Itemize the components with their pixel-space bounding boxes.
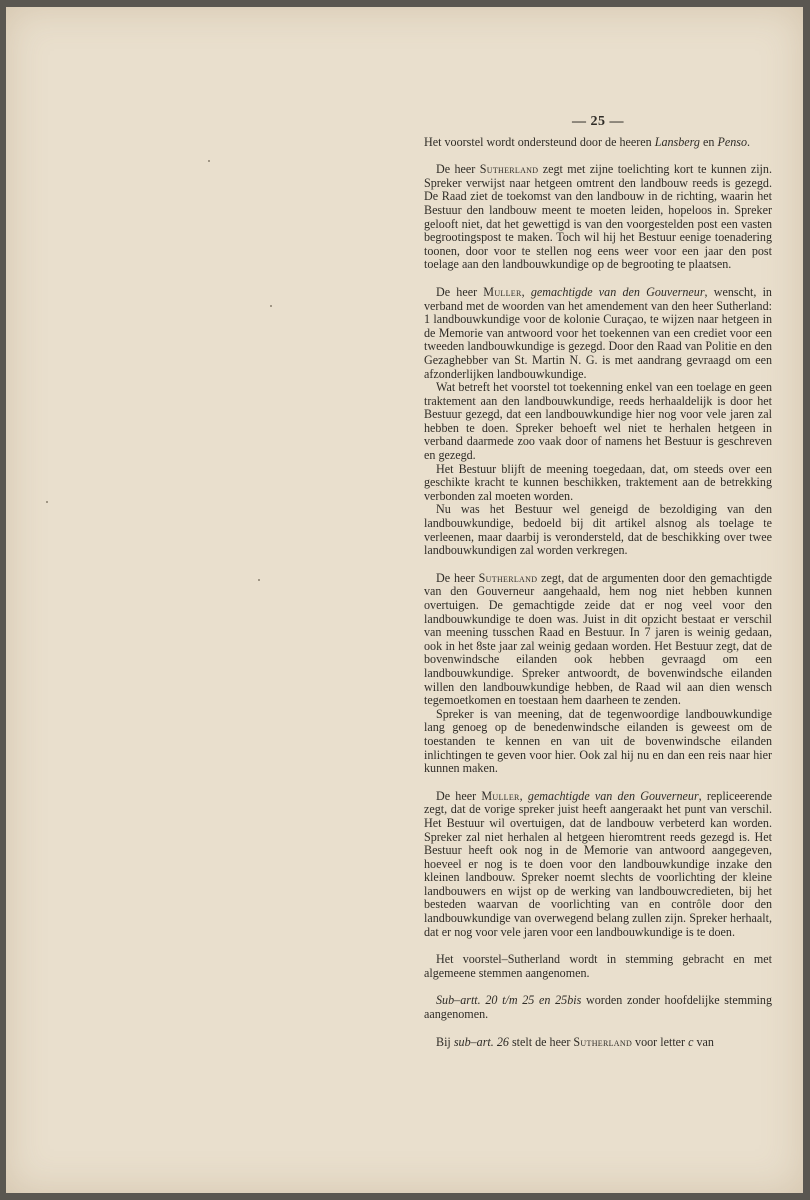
- text-run: worden zonder hoofdelijke stemming aangenomen.: [424, 993, 773, 1022]
- paragraph-p7: [424, 572, 772, 708]
- paper-speck: [46, 501, 48, 503]
- paragraph-p12: [424, 1036, 772, 1050]
- text-run: Het voorstel–Sutherland wordt in stemming gebracht en met algemeene stemmen aangenomen.: [424, 952, 772, 980]
- paper-speck: [258, 579, 260, 581]
- text-run: De heer: [436, 788, 482, 803]
- text-run: Nu was het Bestuur wel geneigd de bezoldiging van den landbouwkundige, bedoeld bij dit artikel alsnog als toelage te verleenen, maar daarbij is verondersteld, dat de beschikking over twee landbouwkundigen zal worden verkregen.: [424, 502, 772, 558]
- page-number: — 25 —: [572, 114, 624, 129]
- text-run: De heer: [436, 162, 480, 177]
- paragraph-p3: [424, 286, 772, 381]
- italic-text: sub–art. 26: [453, 1034, 509, 1049]
- text-run: Het voorstel wordt ondersteund door de heeren: [424, 134, 655, 149]
- paragraph-p2: [424, 163, 772, 272]
- text-run: , wenscht, in verband met de woorden van het amendement van den heer Sutherland: 1 landbouwkundige voor de kolonie Curaçao, te wijzen naar hetgeen in de Memorie van antwoord voor het toekennen van een crediet voor een tweeden landbouwkundige is gezegd. Door den Raad van Politie en den Gezaghebber van St. Martin N. G. is met aandrang gevraagd om een afzonderlijken landbouwkundige.: [424, 284, 772, 381]
- paragraph-p8: [424, 708, 772, 776]
- text-column: [424, 115, 772, 1049]
- paragraph-p4: [424, 381, 772, 463]
- text-run: Wat betreft het voorstel tot toekenning enkel van een toelage en geen traktement aan den landbouwkundige, reeds herhaaldelijk is door het Bestuur gezegd, dat een landbouwkundige hier nog voor vele jaren zal hebben te doen. Spreker behoeft wel niet te herhalen hetgeen in verband daarmede zoo vaak door of namens het Bestuur is geschreven en gezegd.: [424, 380, 772, 463]
- paragraph-p11: [424, 994, 772, 1021]
- paragraph-p6: [424, 503, 772, 557]
- paragraph-p9: [424, 790, 772, 940]
- text-run: zegt met zijne toelichting kort te kunnen zijn. Spreker verwijst naar hetgeen omtrent den landbouw reeds is gezegd. De Raad ziet de toekomst van den landbouw in de richting, waarin het Bestuur den landbouw meent te moeten leiden, hopeloos in. Spreker gelooft niet, dat het gewettigd is van den voorgestelden post een vasten begrootingspost te maken. Toch wil hij het Bestuur eenige toenadering toonen, door voor te stellen nog eens weer voor een jaar den post toelage aan den landbouwkundige op de begrooting te plaatsen.: [424, 162, 772, 272]
- text-run: ,: [519, 788, 528, 803]
- text-run: De heer: [436, 570, 479, 585]
- text-run: en: [699, 134, 718, 149]
- speaker-name: Sutherland: [478, 570, 538, 585]
- italic-text: Sub–artt. 20 t/m 25 en 25bis: [436, 993, 582, 1008]
- paragraph-p10: [424, 953, 772, 980]
- text-run: ,: [521, 284, 531, 299]
- italic-text: gemachtigde van den Gouverneur: [527, 788, 699, 803]
- text-run: De heer: [436, 284, 484, 299]
- text-run: .: [747, 134, 751, 149]
- speaker-name: Sutherland: [479, 162, 539, 177]
- document-page: [6, 7, 803, 1193]
- text-run: Bij: [436, 1034, 454, 1049]
- paper-speck: [270, 305, 272, 307]
- text-run: stelt de heer: [508, 1034, 574, 1049]
- italic-text: c: [688, 1034, 694, 1049]
- text-run: zegt, dat de argumenten door den gemachtigde van den Gouverneur aangehaald, hem nog niet hebben kunnen overtuigen. De gemachtigde zeide dat er nog veel voor den landbouwkundige te doen was. Juist in dit opzicht bestaat er verschil van meening tusschen Raad en Bestuur. In 7 jaren is weinig gedaan, ook in het 8ste jaar zal weinig gedaan worden. Het Bestuur zegt, dat de bovenwindsche eilanden ook hebben gevraagd om een landbouwkundige. Spreker antwoordt, de bovenwindsche eilanden willen den landbouwkundige hebben, de Raad wil aan dien wensch tegemoetkomen en toestaan hem daarheen te zenden.: [424, 570, 772, 708]
- speaker-name: Muller: [481, 788, 520, 803]
- italic-text: Penso: [717, 134, 748, 149]
- speaker-name: Sutherland: [573, 1034, 633, 1049]
- text-run: voor letter: [632, 1034, 689, 1049]
- body-text: [424, 136, 772, 1050]
- text-run: , repliceerende zegt, dat de vorige spreker juist heeft aangeraakt het punt van verschil. Het Bestuur wil overtuigen, dat de landbouw verbeterd kan worden. Spreker zal niet herhalen al hetgeen hieromtrent reeds gezegd is. Het Bestuur heeft ook nog in de Memorie van antwoord aangegeven, hoeveel er nog is te doen voor den landbouwkundige inzake den kleinen landbouw. Spreker noemt slechts de voorlichting der kleine landbouwers en wijst op de werking van landbouwcredieten, bij het besteden waarvan de voorlichting van en contrôle door den landbouwkundige van overwegend belang zullen zijn. Spreker herhaalt, dat er nog voor vele jaren voor een landbouwkundige is te doen.: [424, 788, 773, 939]
- text-run: van: [693, 1034, 714, 1049]
- italic-text: Lansberg: [654, 134, 700, 149]
- paragraph-p5: [424, 463, 772, 504]
- speaker-name: Muller: [483, 284, 522, 299]
- paragraph-p1: [424, 136, 772, 150]
- italic-text: gemachtigde van den Gouverneur: [530, 284, 705, 299]
- paper-speck: [208, 160, 210, 162]
- text-run: Spreker is van meening, dat de tegenwoordige landbouwkundige lang genoeg op de benedenwindsche eilanden is geweest om de toestanden te kennen en van uit de bovenwindsche eilanden inlichtingen te geven voor hier. Ook zal hij nu en dan een reis naar hier kunnen maken.: [424, 706, 772, 776]
- text-run: Het Bestuur blijft de meening toegedaan, dat, om steeds over een geschikte kracht te kunnen beschikken, traktement aan de betrekking verbonden zal moeten worden.: [424, 461, 772, 503]
